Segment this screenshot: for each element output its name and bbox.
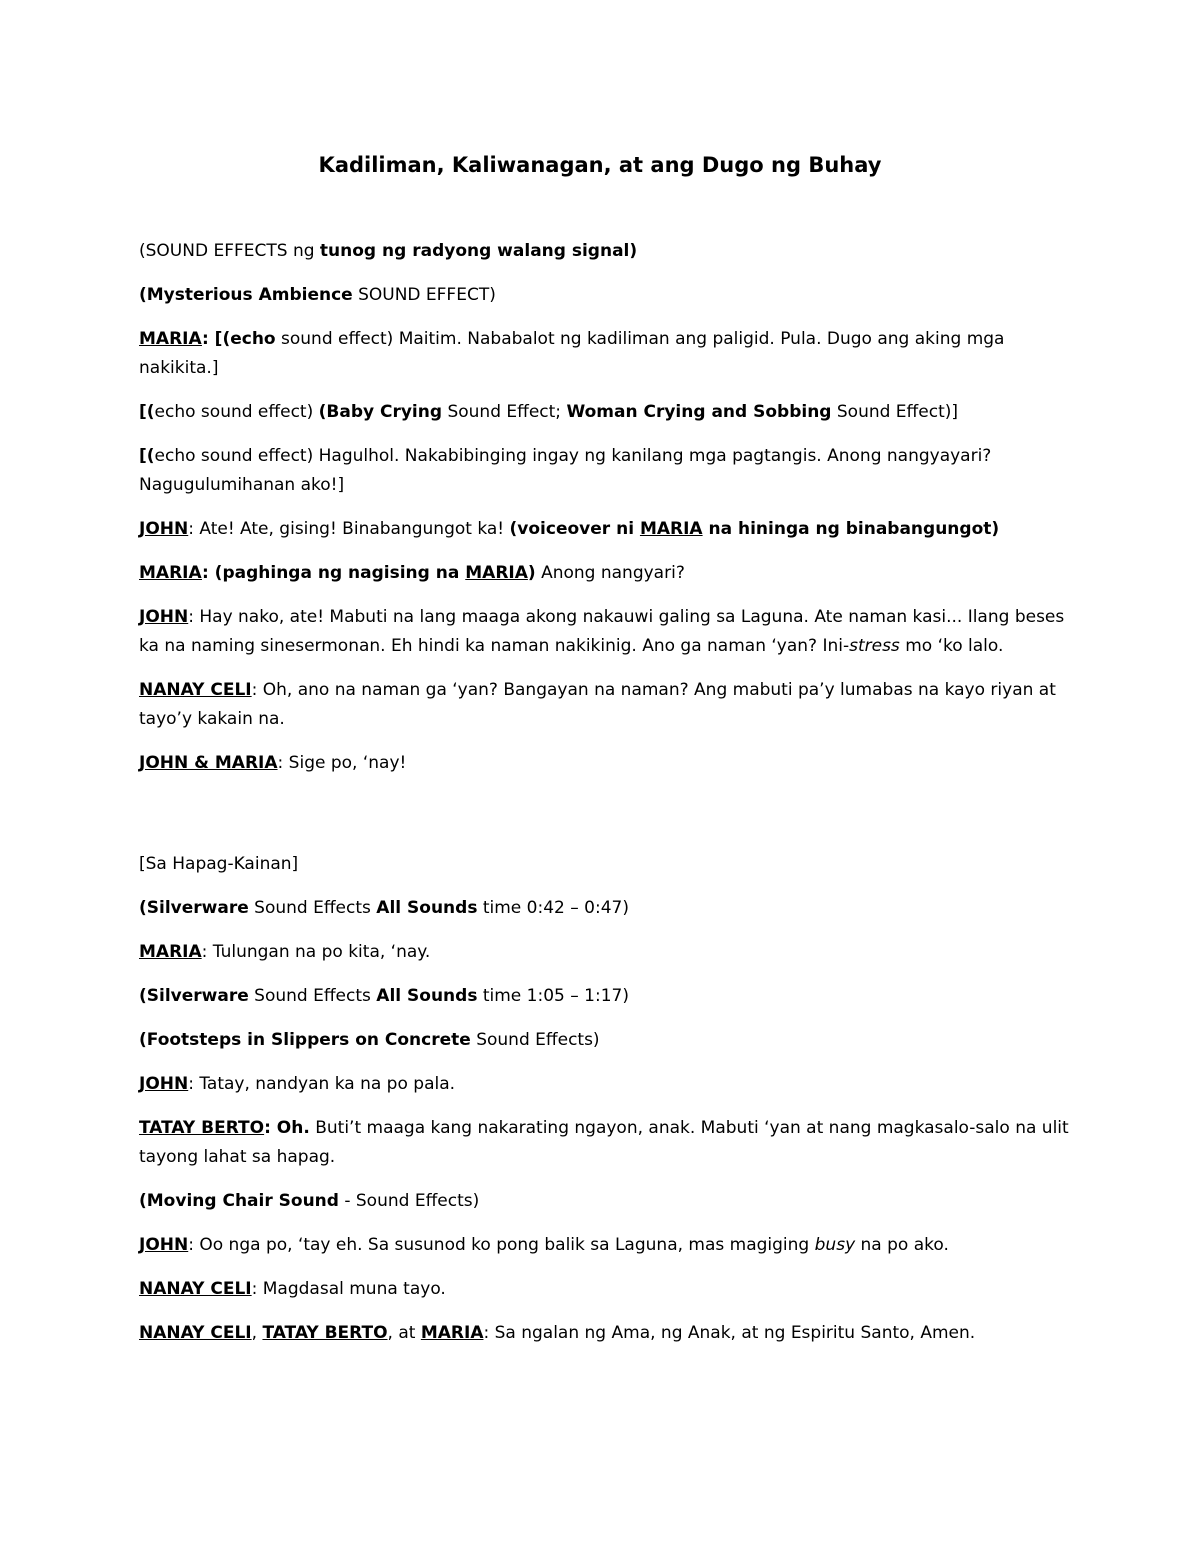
script-paragraph xyxy=(139,398,1069,427)
text-run: time 0:42 – 0:47) xyxy=(477,898,629,918)
text-run: : Oh, ano na naman ga ‘yan? Bangayan na naman? Ang mabuti pa’y lumabas na kayo riyan at tayo’y kakain na. xyxy=(139,680,1056,729)
script-paragraph xyxy=(139,1026,1069,1055)
text-run: [( xyxy=(139,402,155,422)
script-paragraph xyxy=(139,1070,1069,1099)
text-run: Woman Crying and Sobbing xyxy=(566,402,832,422)
text-run: Sound Effects xyxy=(248,986,377,1006)
text-run: : Oo nga po, ‘tay eh. Sa susunod ko pong balik sa Laguna, mas magiging xyxy=(188,1235,815,1255)
text-run: Anong nangyari? xyxy=(535,563,685,583)
text-run: : Sige po, ‘nay! xyxy=(277,753,407,773)
script-paragraph xyxy=(139,982,1069,1011)
script-paragraph xyxy=(139,237,1069,266)
text-run: stress xyxy=(849,636,900,656)
text-run: - Sound Effects) xyxy=(338,1191,480,1211)
script-paragraph xyxy=(139,603,1069,661)
script-paragraph xyxy=(139,894,1069,923)
text-run: sound effect) Maitim. Nababalot ng kadiliman ang paligid. Pula. Dugo ang aking mga nakikita.] xyxy=(139,329,1005,378)
text-run: echo sound effect) Hagulhol. Nakabibinging ingay ng kanilang mga pagtangis. Anong nangyayari? Nagugulumihanan ako!] xyxy=(139,446,992,495)
speaker-name: MARIA xyxy=(139,563,202,583)
text-run: busy xyxy=(814,1235,856,1255)
text-run: All Sounds xyxy=(376,986,478,1006)
text-run: , xyxy=(251,1323,263,1343)
text-run: , at xyxy=(387,1323,421,1343)
speaker-name: NANAY CELI xyxy=(139,680,252,700)
text-run: [Sa Hapag-Kainan] xyxy=(139,854,299,874)
script-paragraph xyxy=(139,325,1069,383)
text-run: : Magdasal muna tayo. xyxy=(251,1279,446,1299)
speaker-name: JOHN xyxy=(139,519,189,539)
speaker-name: JOHN xyxy=(139,1074,189,1094)
script-paragraph xyxy=(139,850,1069,879)
text-run: time 1:05 – 1:17) xyxy=(477,986,629,1006)
script-paragraph xyxy=(139,1187,1069,1216)
text-run: : Hay nako, ate! Mabuti na lang maaga akong nakauwi galing sa Laguna. Ate naman kasi... Ilang beses ka na naming sinesermonan. Eh hindi ka naman nakikinig. Ano ga naman ‘yan? Ini- xyxy=(139,607,1065,656)
speaker-name: TATAY BERTO xyxy=(262,1323,388,1343)
text-run: Sound Effects) xyxy=(470,1030,600,1050)
script-paragraph xyxy=(139,281,1069,310)
speaker-name: NANAY CELI xyxy=(139,1279,252,1299)
text-run: (Baby Crying xyxy=(318,402,443,422)
speaker-name: JOHN xyxy=(139,607,189,627)
text-run: SOUND EFFECT) xyxy=(352,285,496,305)
text-run: echo sound effect) xyxy=(154,402,319,422)
text-run: Sound Effects xyxy=(248,898,377,918)
text-run: (voiceover ni xyxy=(509,519,640,539)
text-run: : Tulungan na po kita, ‘nay. xyxy=(201,942,431,962)
text-run: : Oh. xyxy=(264,1118,310,1138)
speaker-name: JOHN xyxy=(139,1235,189,1255)
text-run: mo ‘ko lalo. xyxy=(899,636,1004,656)
script-paragraph xyxy=(139,938,1069,967)
text-run: All Sounds xyxy=(376,898,478,918)
text-run: [( xyxy=(139,446,155,466)
text-run: na po ako. xyxy=(855,1235,949,1255)
speaker-name: NANAY CELI xyxy=(139,1323,252,1343)
script-paragraph xyxy=(139,676,1069,734)
script-paragraph xyxy=(139,442,1069,500)
text-run: (Moving Chair Sound xyxy=(139,1191,339,1211)
text-run: ) xyxy=(527,563,536,583)
section-spacer xyxy=(139,793,1069,850)
text-run: : Ate! Ate, gising! Binabangungot ka! xyxy=(188,519,510,539)
document-title: Kadiliman, Kaliwanagan, at ang Dugo ng Buhay xyxy=(318,153,882,177)
script-body xyxy=(139,237,1069,1363)
script-paragraph xyxy=(139,1275,1069,1304)
text-run: (Silverware xyxy=(139,898,249,918)
script-paragraph xyxy=(139,515,1069,544)
text-run: na hininga ng binabangungot) xyxy=(702,519,1000,539)
text-run: (Footsteps in Slippers on Concrete xyxy=(139,1030,471,1050)
text-run: tunog ng radyong walang signal) xyxy=(319,241,638,261)
speaker-name: JOHN & MARIA xyxy=(139,753,278,773)
speaker-name: MARIA xyxy=(420,1323,484,1343)
text-run: Buti’t maaga kang nakarating ngayon, anak. Mabuti ‘yan at nang magkasalo-salo na ulit tayong lahat sa hapag. xyxy=(139,1118,1069,1167)
script-paragraph xyxy=(139,1231,1069,1260)
text-run: (Silverware xyxy=(139,986,249,1006)
text-run: : [(echo xyxy=(201,329,276,349)
script-paragraph xyxy=(139,749,1069,778)
text-run: : Tatay, nandyan ka na po pala. xyxy=(188,1074,456,1094)
script-paragraph xyxy=(139,559,1069,588)
script-paragraph xyxy=(139,1319,1069,1348)
text-run: (Mysterious Ambience xyxy=(139,285,353,305)
text-run: : Sa ngalan ng Ama, ng Anak, at ng Espiritu Santo, Amen. xyxy=(483,1323,976,1343)
speaker-name: MARIA xyxy=(465,563,528,583)
speaker-name: MARIA xyxy=(639,519,703,539)
text-run: Sound Effect; xyxy=(442,402,567,422)
script-paragraph xyxy=(139,1114,1069,1172)
text-run: : (paghinga ng nagising na xyxy=(201,563,466,583)
text-run: Sound Effect)] xyxy=(831,402,958,422)
speaker-name: TATAY BERTO xyxy=(139,1118,265,1138)
speaker-name: MARIA xyxy=(139,942,202,962)
text-run: (SOUND EFFECTS ng xyxy=(139,241,320,261)
speaker-name: MARIA xyxy=(139,329,202,349)
